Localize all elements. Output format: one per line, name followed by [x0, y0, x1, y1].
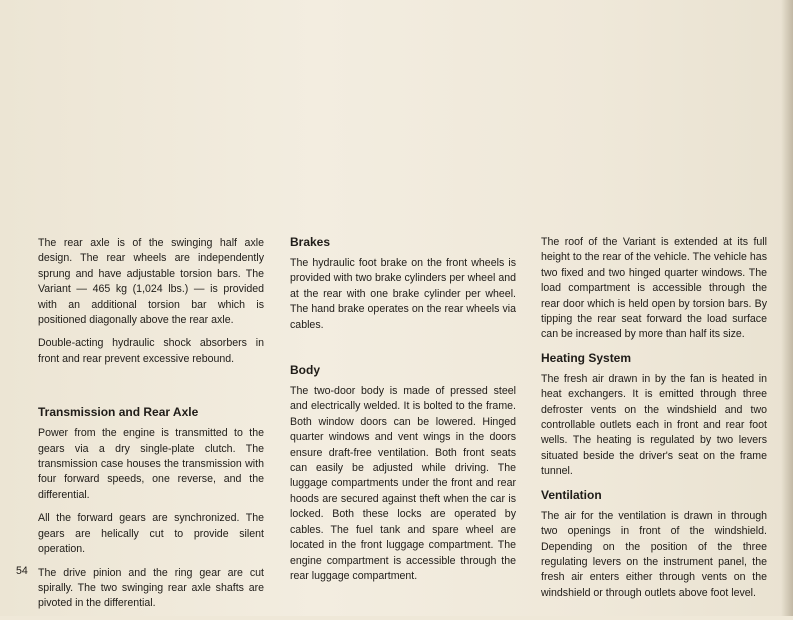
shock-absorbers-paragraph: Double-acting hydraulic shock absorbers in front and rear prevent excessive rebound.	[38, 337, 264, 365]
variant-roof-paragraph: The roof of the Variant is extended at its full height to the rear of the vehicle. The vehicle has two fixed and two hinged quarter windows. The load compartment is accessible through the rear door which is held open by torsion bars. By tipping the rear seat forward the load surface can be increased by more than half its size.	[541, 236, 767, 341]
text-column-3	[541, 235, 767, 609]
body-heading: Body	[290, 363, 320, 378]
text-column-2	[290, 235, 516, 592]
rear-axle-paragraph: The rear axle is of the swinging half axle design. The rear wheels are independently sprung and have adjustable torsion bars. The Variant — 465 kg (1,024 lbs.) — is provided with an additional torsion bar which is positioned diagonally above the rear axle.	[38, 237, 264, 327]
drive-pinion-paragraph: The drive pinion and the ring gear are cut spirally. The two swinging rear axle shafts are pivoted in the differential.	[38, 566, 264, 610]
heating-system-heading: Heating System	[541, 350, 632, 365]
text-column-1	[38, 236, 264, 620]
brakes-heading: Brakes	[290, 235, 331, 249]
page-edge-shadow	[781, 0, 793, 616]
page-number: 54	[16, 565, 28, 577]
body-paragraph: The two-door body is made of pressed steel and electrically welded. It is bolted to the frame. Both window doors can be lowered. Hinged quarter windows and vent wings in the doors ensure draft-free ventilation. Both front seats can easily be adjusted while driving. The luggage compartments under the front and rear hoods are secured against theft when the car is locked. Both these locks are operated by cables. The fuel tank and spare wheel are located in the front luggage compartment. The engine compartment is accessible through the rear luggage compartment.	[290, 385, 516, 582]
brakes-paragraph: The hydraulic foot brake on the front wheels is provided with two brake cylinders per wheel and at the rear with one brake cylinder per wheel. The hand brake operates on the rear wheels via cables.	[290, 257, 516, 331]
ventilation-heading: Ventilation	[541, 487, 602, 502]
transmission-paragraph: Power from the engine is transmitted to the gears via a dry single-plate clutch. The transmission case houses the transmission with four forward speeds, one reverse, and the differential.	[38, 427, 264, 501]
gears-paragraph: All the forward gears are synchronized. The gears are helically cut to provide silent operation.	[38, 512, 264, 556]
transmission-heading: Transmission and Rear Axle	[38, 405, 199, 420]
heating-paragraph: The fresh air drawn in by the fan is heated in heat exchangers. It is emitted through three defroster vents on the windshield and two controllable outlets each in front and rear foot wells. The heating is regulated by two levers situated beside the driver's seat on the frame tunnel.	[541, 372, 767, 478]
ventilation-paragraph: The air for the ventilation is drawn in through two openings in front of the windshield. Depending on the position of the three regulating levers on the instrument panel, the fresh air enters either through vents on the windshield or through outlets above foot level.	[541, 509, 767, 599]
